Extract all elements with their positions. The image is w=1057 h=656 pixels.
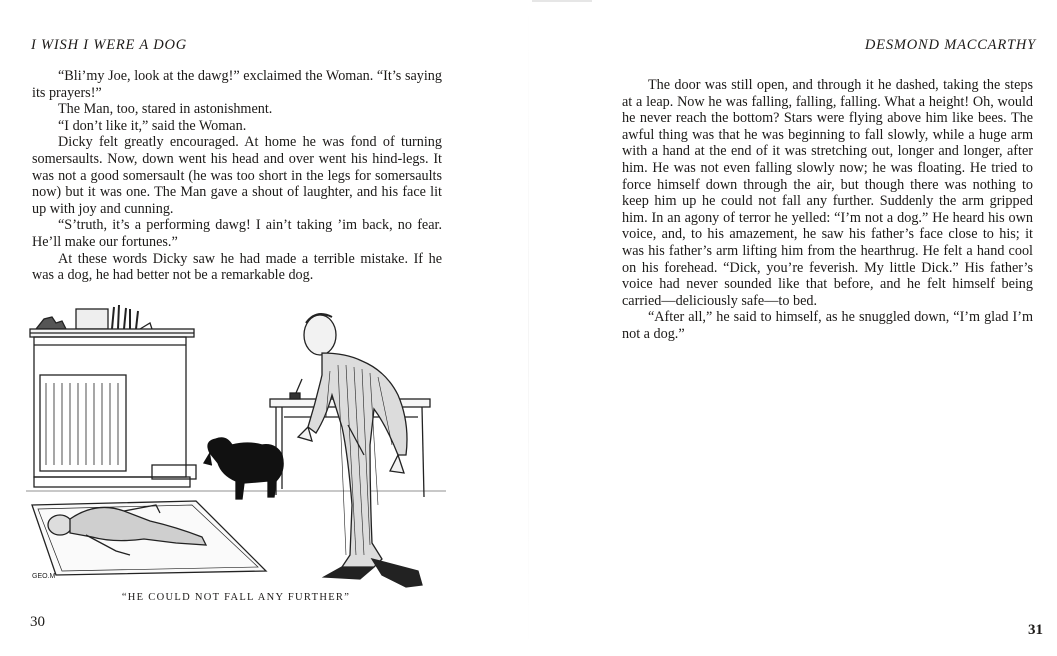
- paragraph: The Man, too, stared in astonishment.: [58, 101, 273, 118]
- man-in-suit: [298, 314, 422, 587]
- artist-signature: GEO.M: [32, 573, 56, 580]
- page-number-left: 30: [30, 614, 45, 630]
- paragraph: At these words Dicky saw he had made a terrible mistake. If he was a dog, he had better not be a remarkable dog.: [32, 250, 442, 284]
- mantel-ornaments: [36, 305, 152, 329]
- book-gutter: [528, 0, 529, 656]
- black-dog: [204, 438, 283, 499]
- paragraph: Dicky felt greatly encouraged. At home he was fond of turning somersaults. Now, down went his head and over went his hind-legs. It was not a good somersault (he was too short in the legs for somersaults now) but it was one. The Man gave a shout of laughter, and his face lit up with joy and cunning.: [32, 134, 442, 217]
- page-number-right: 31: [1028, 622, 1043, 638]
- paragraph: The door was still open, and through it he dashed, taking the steps at a leap. Now he was falling, falling, falling. What a height! Oh, would he never reach the bottom? Stars were flying above him like bees. The awful thing was that he was beginning to fall slowly, while a huge arm with a hand at the end of it was stretching out, longer and longer, after him. He was not even falling slowly now; he was floating. He tried to force himself down through the air, but though there was nothing to keep him up he could not fall any further. Suddenly the arm gripped him. In an agony of terror he yelled: “I’m not a dog.” He heard his own voice, and, to his amazement, he saw his father’s face close to his; it was his father’s arm lifting him from the hearthrug. He felt a hand cool on his forehead. “Dick, you’re feverish. My little Dick.” His father’s voice had never sounded like that before, and he felt himself being carried—deliciously safe—to bed.: [622, 77, 1033, 309]
- paragraph: “Bli’my Joe, look at the dawg!” exclaimed the Woman. “It’s saying its prayers!”: [32, 68, 442, 101]
- illustration-man-dog-boy: [26, 305, 446, 590]
- paragraph: “After all,” he said to himself, as he snuggled down, “I’m glad I’m not a dog.”: [622, 309, 1033, 342]
- top-edge-mark: [532, 0, 592, 2]
- illustration-caption: “HE COULD NOT FALL ANY FURTHER”: [121, 592, 351, 603]
- paragraph: “S’truth, it’s a performing dawg! I ain’t taking ’im back, no fear. He’ll make our fortunes.”: [32, 217, 442, 250]
- grate: [46, 383, 118, 465]
- paragraph: “I don’t like it,” said the Woman.: [58, 117, 247, 134]
- running-head-left: I WISH I WERE A DOG: [31, 37, 188, 53]
- running-head-right: DESMOND MACCARTHY: [864, 37, 1036, 53]
- right-page-text: [622, 77, 1033, 343]
- left-page-text: [32, 68, 442, 284]
